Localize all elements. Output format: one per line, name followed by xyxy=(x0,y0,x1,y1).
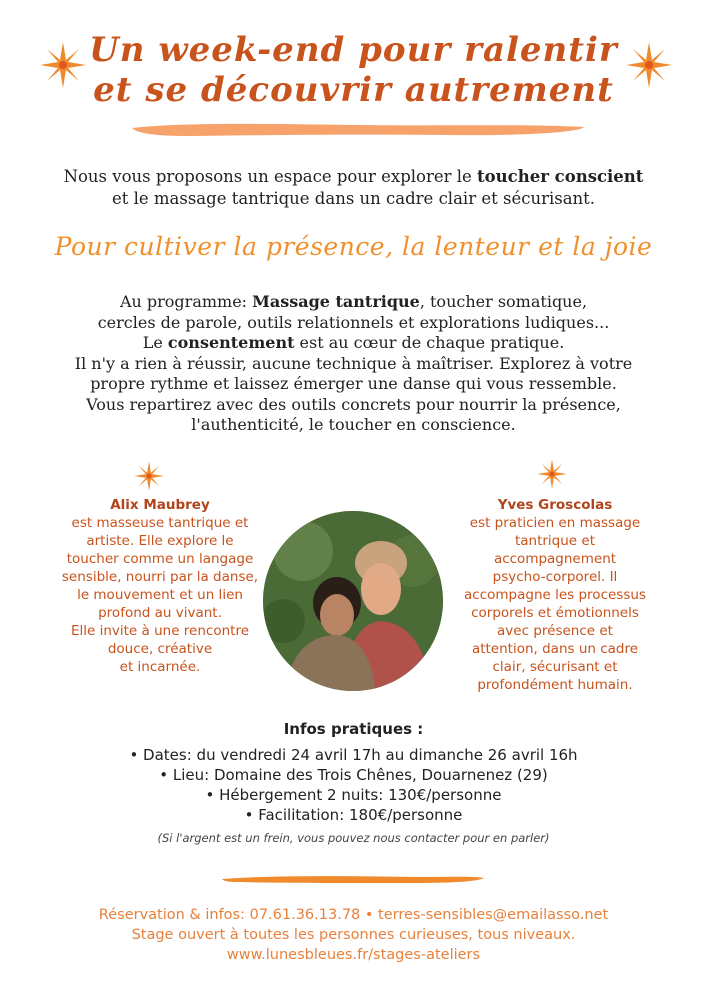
bio-line: et incarnée. xyxy=(119,659,201,675)
footer-audience: Stage ouvert à toutes les personnes curieuses, tous niveaux. xyxy=(131,927,576,943)
intro-line-2: et le massage tantrique dans un cadre clair et sécurisant. xyxy=(111,189,596,208)
bio-line: avec présence et xyxy=(497,623,613,639)
infos-title: Infos pratiques : xyxy=(283,720,424,738)
bio-line: le mouvement et un lien xyxy=(77,587,243,603)
bio-right-name: Yves Groscolas xyxy=(497,497,613,513)
program-line-3: Le consentement est au cœur de chaque pratique. xyxy=(142,333,565,352)
subtitle: Pour cultiver la présence, la lenteur et la joie xyxy=(54,232,653,261)
star-icon xyxy=(133,460,165,492)
title-line-1: Un week-end pour ralentir xyxy=(89,30,618,70)
infos-list xyxy=(0,745,707,825)
star-icon xyxy=(536,458,568,490)
bio-line: tantrique et xyxy=(514,533,596,549)
footer-website-link[interactable]: www.lunesbleues.fr/stages-ateliers xyxy=(226,947,481,963)
bio-left-name: Alix Maubrey xyxy=(110,497,210,513)
bio-line: psycho-corporel. Il xyxy=(492,569,618,585)
portrait-photo xyxy=(263,511,443,691)
bio-line: corporels et émotionnels xyxy=(471,605,639,621)
footer xyxy=(0,905,707,965)
info-item: • Hébergement 2 nuits: 130€/personne xyxy=(205,786,502,804)
bio-right xyxy=(450,496,660,694)
footer-contact[interactable]: Réservation & infos: 07.61.36.13.78 • terres-sensibles@emailasso.net xyxy=(98,907,609,923)
bio-line: accompagnement xyxy=(493,551,617,567)
bio-line: profond au vivant. xyxy=(98,605,222,621)
bio-line: toucher comme un langage xyxy=(66,551,254,567)
program-line-2: cercles de parole, outils relationnels et explorations ludiques... xyxy=(97,313,610,332)
bio-left xyxy=(40,496,280,676)
program-line-7: l'authenticité, le toucher en conscience. xyxy=(191,415,516,434)
bio-line: attention, dans un cadre xyxy=(471,641,639,657)
bio-line: douce, créative xyxy=(107,641,213,657)
brush-stroke xyxy=(218,870,488,888)
money-note: (Si l'argent est un frein, vous pouvez nous contacter pour en parler) xyxy=(157,831,550,845)
bio-line: accompagne les processus xyxy=(464,587,646,603)
info-item: • Dates: du vendredi 24 avril 17h au dimanche 26 avril 16h xyxy=(129,746,578,764)
program-line-1: Au programme: Massage tantrique, toucher somatique, xyxy=(119,292,588,311)
program-line-5: propre rythme et laissez émerger une danse qui vous ressemble. xyxy=(90,374,617,393)
title-line-2: et se découvrir autrement xyxy=(93,70,614,110)
intro-line-1: Nous vous proposons un espace pour explorer le toucher conscient xyxy=(63,167,644,186)
bio-line: est praticien en massage xyxy=(469,515,641,531)
info-item: • Facilitation: 180€/personne xyxy=(244,806,463,824)
bio-line: Elle invite à une rencontre xyxy=(70,623,250,639)
bio-line: sensible, nourri par la danse, xyxy=(61,569,259,585)
program-line-4: Il n'y a rien à réussir, aucune technique à maîtriser. Explorez à votre xyxy=(74,354,633,373)
bio-line: artiste. Elle explore le xyxy=(86,533,234,549)
brush-stroke xyxy=(128,116,588,142)
program-line-6: Vous repartirez avec des outils concrets pour nourrir la présence, xyxy=(86,395,621,414)
bio-line: clair, sécurisant et xyxy=(492,659,618,675)
bio-line: profondément humain. xyxy=(477,677,633,693)
bio-line: est masseuse tantrique et xyxy=(71,515,249,531)
info-item: • Lieu: Domaine des Trois Chênes, Douarnenez (29) xyxy=(159,766,548,784)
